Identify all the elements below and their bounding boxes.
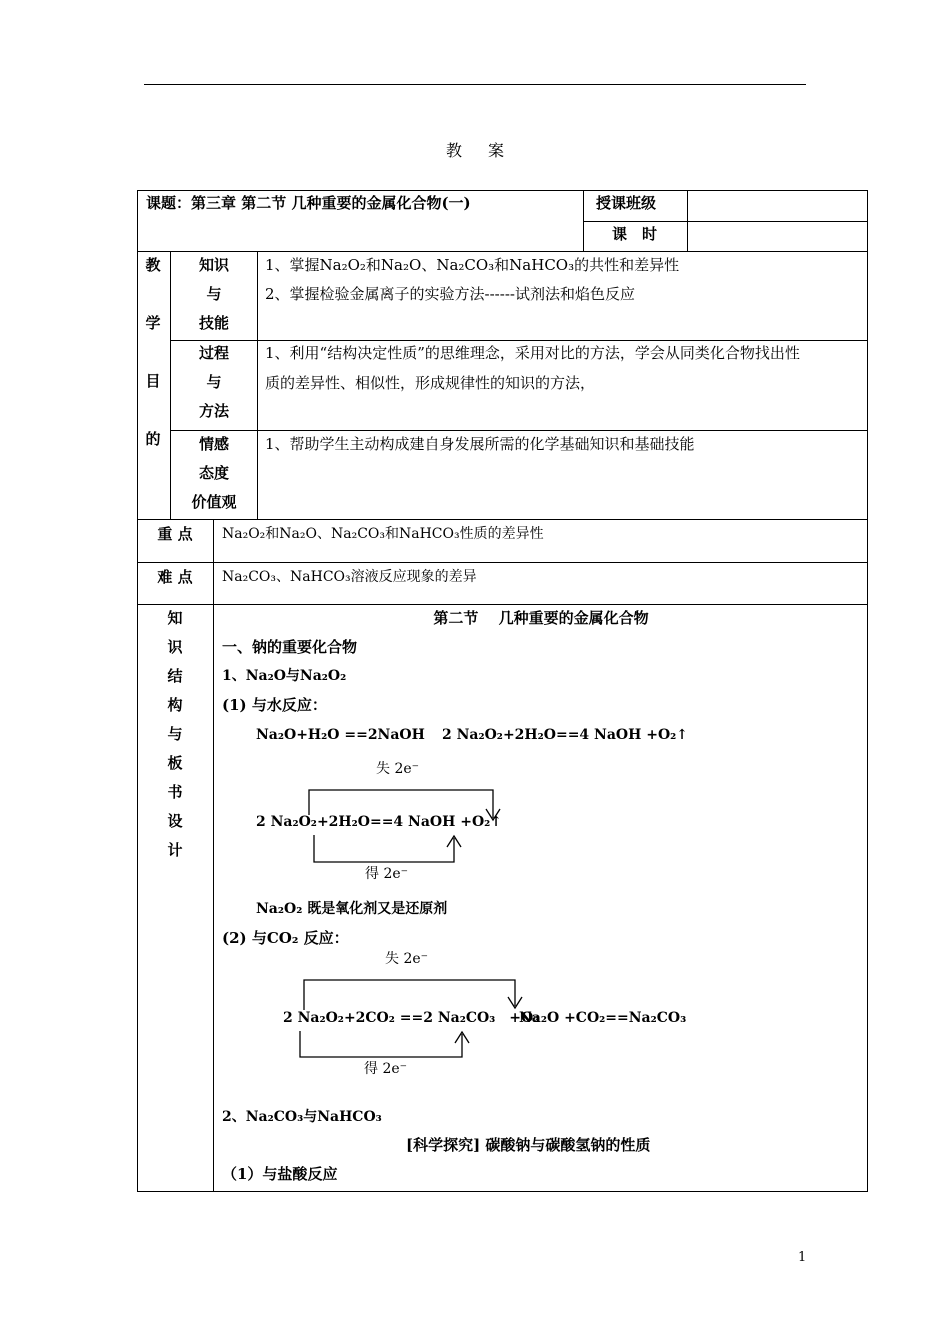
key-point-text: Na₂O₂和Na₂O、Na₂CO₃和NaHCO₃性质的差异性 bbox=[222, 526, 544, 542]
electron-gain-bracket bbox=[300, 1031, 469, 1057]
process-item: 质的差异性、相似性，形成规律性的知识的方法， bbox=[265, 374, 596, 392]
board-label-char: 与 bbox=[167, 725, 183, 743]
board-note-oxidant-reductant: Na₂O₂ 既是氧化剂又是还原剂 bbox=[256, 901, 448, 917]
electron-gain-label: 得 2e⁻ bbox=[364, 1061, 408, 1077]
board-label-char: 设 bbox=[167, 812, 183, 830]
attitude-label: 价值观 bbox=[191, 493, 237, 511]
page-number: 1 bbox=[798, 1250, 807, 1265]
board-label-char: 构 bbox=[167, 696, 183, 714]
board-heading-4: (2) 与CO₂ 反应： bbox=[222, 929, 349, 947]
electron-gain-label: 得 2e⁻ bbox=[365, 866, 409, 882]
hours-label: 课 时 bbox=[612, 225, 658, 243]
science-inquiry-title: [科学探究] 碳酸钠与碳酸氢钠的性质 bbox=[406, 1136, 651, 1154]
attitude-item: 1、帮助学生主动构成建自身发展所需的化学基础知识和基础技能 bbox=[265, 435, 695, 453]
electron-lose-bracket bbox=[309, 790, 500, 820]
board-label-char: 知 bbox=[167, 609, 183, 627]
board-label-char: 计 bbox=[167, 841, 183, 859]
process-label: 与 bbox=[206, 373, 222, 391]
knowledge-label: 技能 bbox=[198, 314, 229, 332]
difficult-point-label: 难 点 bbox=[157, 568, 193, 586]
board-label-char: 识 bbox=[167, 638, 183, 656]
class-label: 授课班级 bbox=[596, 194, 657, 212]
board-heading-5: 2、Na₂CO₃与NaHCO₃ bbox=[222, 1109, 382, 1125]
electron-lose-label: 失 2e⁻ bbox=[385, 951, 429, 967]
objective-group-char: 学 bbox=[145, 314, 161, 332]
key-point-label: 重 点 bbox=[157, 525, 193, 543]
knowledge-label: 与 bbox=[206, 285, 222, 303]
board-heading-6: （1）与盐酸反应 bbox=[222, 1165, 338, 1183]
objective-group-char: 教 bbox=[145, 256, 161, 274]
board-label-char: 板 bbox=[167, 754, 183, 772]
board-section-title: 第二节 几种重要的金属化合物 bbox=[433, 609, 649, 627]
knowledge-label: 知识 bbox=[198, 256, 229, 274]
knowledge-item: 1、掌握Na₂O₂和Na₂O、Na₂CO₃和NaHCO₃的共性和差异性 bbox=[265, 256, 680, 274]
objective-group-char: 目 bbox=[145, 372, 161, 390]
knowledge-item: 2、掌握检验金属离子的实验方法------试剂法和焰色反应 bbox=[265, 285, 635, 303]
difficult-point-text: Na₂CO₃、NaHCO₃溶液反应现象的差异 bbox=[222, 569, 477, 585]
equation-na2o2-co2: 2 Na₂O₂+2CO₂ ==2 Na₂CO₃ +O₂ bbox=[283, 1010, 540, 1026]
board-label-char: 书 bbox=[167, 783, 183, 801]
process-item: 1、利用“结构决定性质”的思维理念，采用对比的方法，学会从同类化合物找出性 bbox=[265, 344, 800, 362]
board-label-char: 结 bbox=[167, 667, 183, 685]
process-label: 过程 bbox=[198, 344, 229, 362]
lesson-title: 课题：第三章 第二节 几种重要的金属化合物(一) bbox=[146, 194, 471, 212]
electron-lose-label: 失 2e⁻ bbox=[376, 761, 420, 777]
equation-na2o-water: Na₂O+H₂O ==2NaOH bbox=[256, 727, 425, 743]
electron-lose-bracket bbox=[304, 980, 522, 1010]
document-title: 教案 bbox=[445, 141, 530, 160]
attitude-label: 态度 bbox=[198, 464, 229, 482]
equation-na2o2-water-redox: 2 Na₂O₂+2H₂O==4 NaOH +O₂↑ bbox=[256, 814, 502, 830]
electron-gain-bracket bbox=[314, 835, 461, 862]
equation-na2o2-water: 2 Na₂O₂+2H₂O==4 NaOH +O₂↑ bbox=[442, 727, 688, 743]
attitude-label: 情感 bbox=[198, 435, 229, 453]
equation-na2o-co2: Na₂O +CO₂==Na₂CO₃ bbox=[519, 1010, 687, 1026]
objective-group-char: 的 bbox=[145, 430, 161, 448]
process-label: 方法 bbox=[198, 402, 229, 420]
board-heading-1: 一、钠的重要化合物 bbox=[222, 638, 358, 656]
board-heading-3: (1) 与水反应： bbox=[222, 696, 327, 714]
board-heading-2: 1、Na₂O与Na₂O₂ bbox=[222, 668, 347, 684]
